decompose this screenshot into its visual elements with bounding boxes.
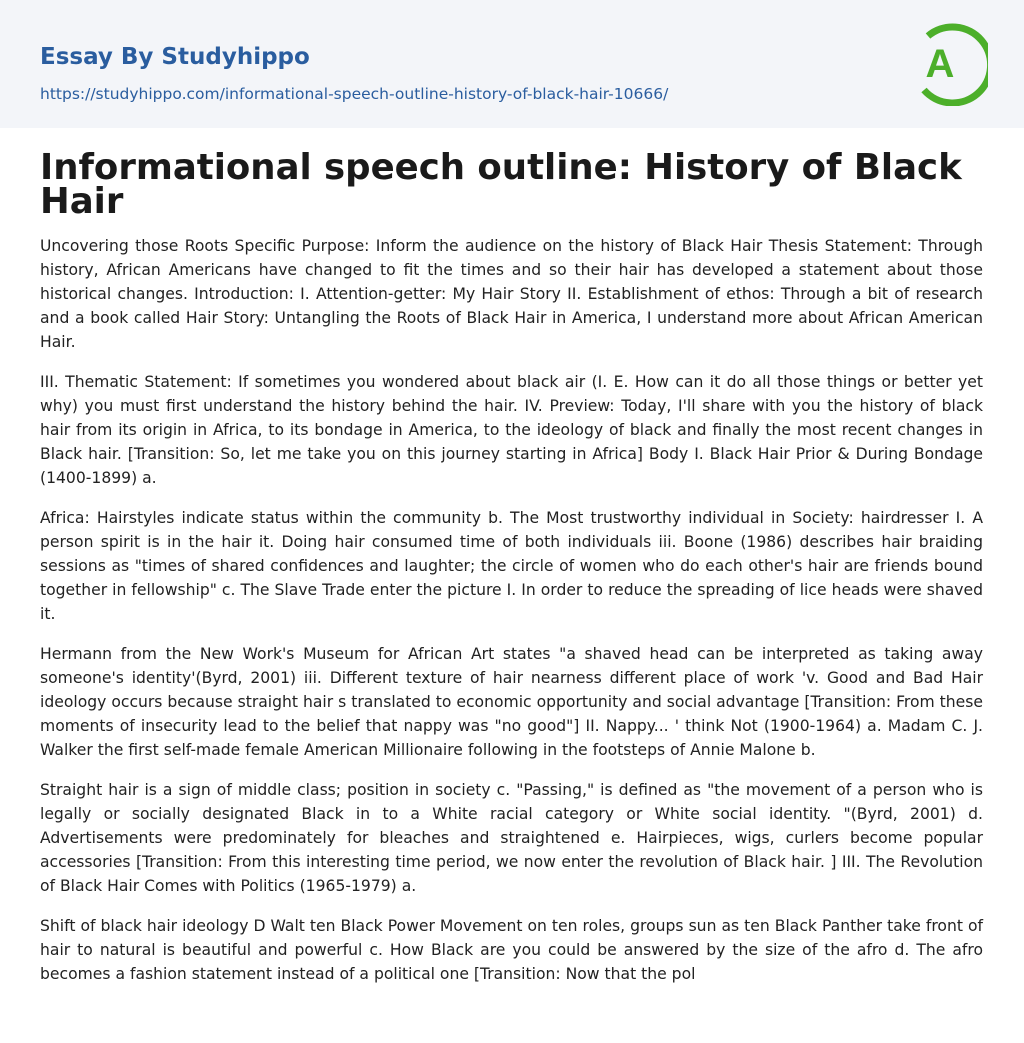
article-paragraph: Africa: Hairstyles indicate status within the community b. The Most trustworthy individual in Society: hairdresser I. A person spirit is in the hair it. Doing hair consumed time of both individuals iii. Boone (1986) describes hair braiding sessions as "times of shared confidences and laughter; the circle of women who do each other's hair are friends bound together in fellowship" c. The Slave Trade enter the picture I. In order to reduce the spreading of lice heads were shaved it. — [40, 509, 983, 623]
article-url-link[interactable]: https://studyhippo.com/informational-speech-outline-history-of-black-hair-10666/ — [40, 85, 669, 103]
article-paragraph: Straight hair is a sign of middle class; position in society c. "Passing," is defined as "the movement of a person who is legally or socially designated Black in to a White racial category or White social identity. "(Byrd, 2001) d. Advertisements were predominately for bleaches and straightened e. Hairpieces, wigs, curlers become popular accessories [Transition: From this interesting time period, we now enter the revolution of Black hair. ] III. The Revolution of Black Hair Comes with Politics (1965-1979) a. — [40, 781, 983, 895]
article-paragraph: III. Thematic Statement: If sometimes you wondered about black air (I. E. How can it do all those things or better yet why) you must first understand the history behind the hair. IV. Preview: Today, I'll share with you the history of black hair from its origin in Africa, to its bondage in America, to the ideology of black and finally the most recent changes in Black hair. [Transition: So, let me take you on this journey starting in Africa] Body I. Black Hair Prior & During Bondage (1400-1899) a. — [40, 373, 983, 487]
page-title: Informational speech outline: History of Black Hair — [40, 147, 962, 222]
article-paragraph: Uncovering those Roots Specific Purpose: Inform the audience on the history of Black Hair Thesis Statement: Through history, African Americans have changed to fit the times and so their hair has developed a statement about those historical changes. Introduction: I. Attention-getter: My Hair Story II. Establishment of ethos: Through a bit of research and a book called Hair Story: Untangling the Roots of Black Hair in America, I understand more about African American Hair. — [40, 237, 983, 351]
article-paragraph: Hermann from the New Work's Museum for African Art states "a shaved head can be interpreted as taking away someone's identity'(Byrd, 2001) iii. Different texture of hair nearness different place of work 'v. Good and Bad Hair ideology occurs because straight hair s translated to economic opportunity and social advantage [Transition: From these moments of insecurity lead to the belief that nappy was "no good"] II. Nappy... ' think Not (1900-1964) a. Madam C. J. Walker the first self-made female American Millionaire following in the footsteps of Annie Malone b. — [40, 645, 983, 759]
site-brand[interactable]: Essay By Studyhippo — [40, 44, 310, 70]
article-paragraph: Shift of black hair ideology D Walt ten Black Power Movement on ten roles, groups sun as ten Black Panther take front of hair to natural is beautiful and powerful c. How Black are you could be answered by the size of the afro d. The afro becomes a fashion statement instead of a political one [Transition: Now that the pol — [40, 917, 983, 983]
article-body — [40, 234, 983, 1002]
logo-letter: A — [925, 42, 955, 86]
